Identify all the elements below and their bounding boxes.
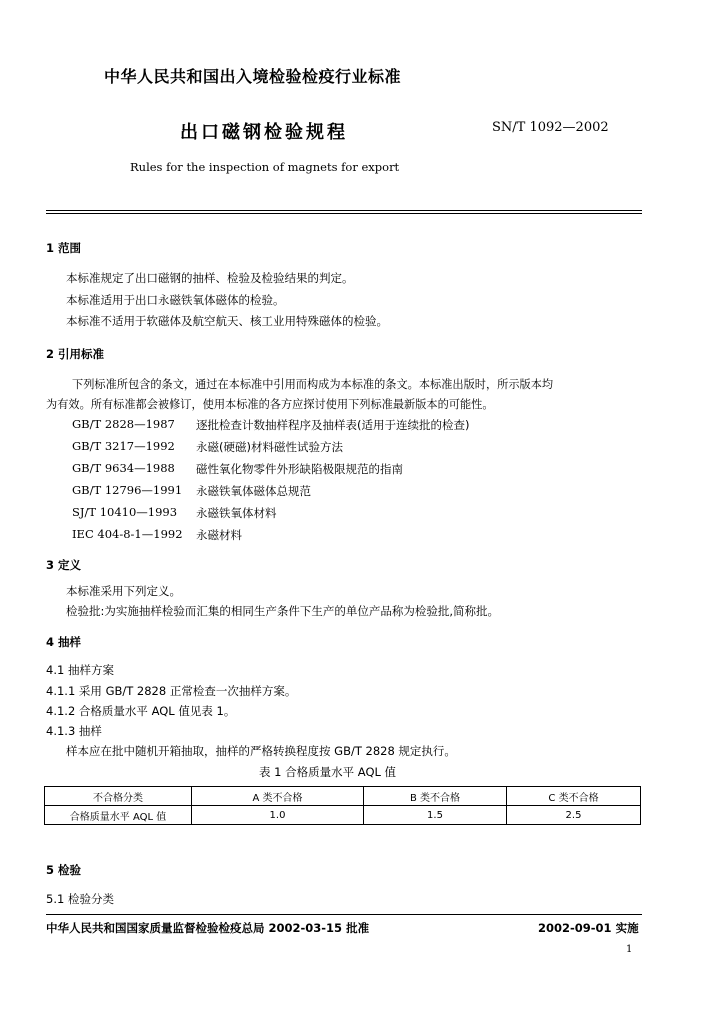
aql-table [44,786,641,825]
page-number: 1 [626,944,633,955]
section-1-para: 本标准规定了出口磁钢的抽样、检验及检验结果的判定。 [66,271,354,285]
section-5-heading: 5 检验 [46,863,82,877]
section-1-para: 本标准适用于出口永磁铁氧体磁体的检验。 [66,293,285,307]
section-4-heading: 4 抽样 [46,635,82,649]
footer-rule [46,914,642,915]
table-caption: 表 1 合格质量水平 AQL 值 [259,765,397,779]
ref-code: GB/T 3217—1992 [72,439,175,453]
section-4-1-2: 4.1.2 合格质量水平 AQL 值见表 1。 [46,704,236,718]
ref-title: 永磁铁氧体磁体总规范 [196,484,311,498]
ref-title: 磁性氧化物零件外形缺陷极限规范的指南 [196,462,403,476]
section-2-para-line: 下列标准所包含的条文，通过在本标准中引用而构成为本标准的条文。本标准出版时，所示版本均 [72,378,554,391]
document-title: 出口磁钢检验规程 [180,122,348,143]
section-4-1-3: 4.1.3 抽样 [46,724,102,738]
section-4-1-1: 4.1.1 采用 GB/T 2828 正常检查一次抽样方案。 [46,684,297,698]
section-1-heading: 1 范围 [46,241,82,255]
table-header-cell: A 类不合格 [192,787,364,806]
table-header-cell: B 类不合格 [364,787,507,806]
effective-date: 2002-09-01 实施 [538,921,639,935]
ref-title: 永磁(硬磁)材料磁性试验方法 [196,440,343,454]
section-3-para: 本标准采用下列定义。 [66,584,181,598]
table-cell: 1.5 [364,806,507,825]
issuing-organization: 中华人民共和国出入境检验检疫行业标准 [104,67,402,86]
section-4-1: 4.1 抽样方案 [46,663,114,677]
section-3-heading: 3 定义 [46,558,82,572]
table-cell: 2.5 [507,806,641,825]
section-4-1-3-text: 样本应在批中随机开箱抽取，抽样的严格转换程度按 GB/T 2828 规定执行。 [66,744,456,758]
english-title: Rules for the inspection of magnets for export [130,160,400,174]
table-header-cell: 不合格分类 [45,787,192,806]
table-cell: 合格质量水平 AQL 值 [45,806,192,825]
table-cell: 1.0 [192,806,364,825]
section-2-heading: 2 引用标准 [46,347,105,361]
ref-code: GB/T 9634—1988 [72,461,175,475]
ref-code: SJ/T 10410—1993 [72,505,178,519]
section-1-para: 本标准不适用于软磁体及航空航天、核工业用特殊磁体的检验。 [66,314,388,328]
table-header-row [45,787,641,806]
table-header-cell: C 类不合格 [507,787,641,806]
ref-title: 永磁材料 [196,528,242,542]
ref-code: GB/T 2828—1987 [72,417,175,431]
header-rule-top [46,210,642,211]
ref-title: 逐批检查计数抽样程序及抽样表(适用于连续批的检查) [196,418,470,432]
standard-code: SN/T 1092—2002 [492,120,609,135]
ref-title: 永磁铁氧体材料 [196,506,277,520]
ref-code: GB/T 12796—1991 [72,483,183,497]
section-5-1: 5.1 检验分类 [46,892,114,906]
section-3-para: 检验批:为实施抽样检验而汇集的相同生产条件下生产的单位产品称为检验批,简称批。 [66,604,500,618]
issuer-approval: 中华人民共和国国家质量监督检验检疫总局 2002-03-15 批准 [46,921,370,935]
table-row [45,806,641,825]
header-rule-bottom [46,213,642,214]
ref-code: IEC 404-8-1—1992 [72,527,183,541]
section-2-para-line: 为有效。所有标准都会被修订，使用本标准的各方应探讨使用下列标准最新版本的可能性。 [46,398,494,411]
